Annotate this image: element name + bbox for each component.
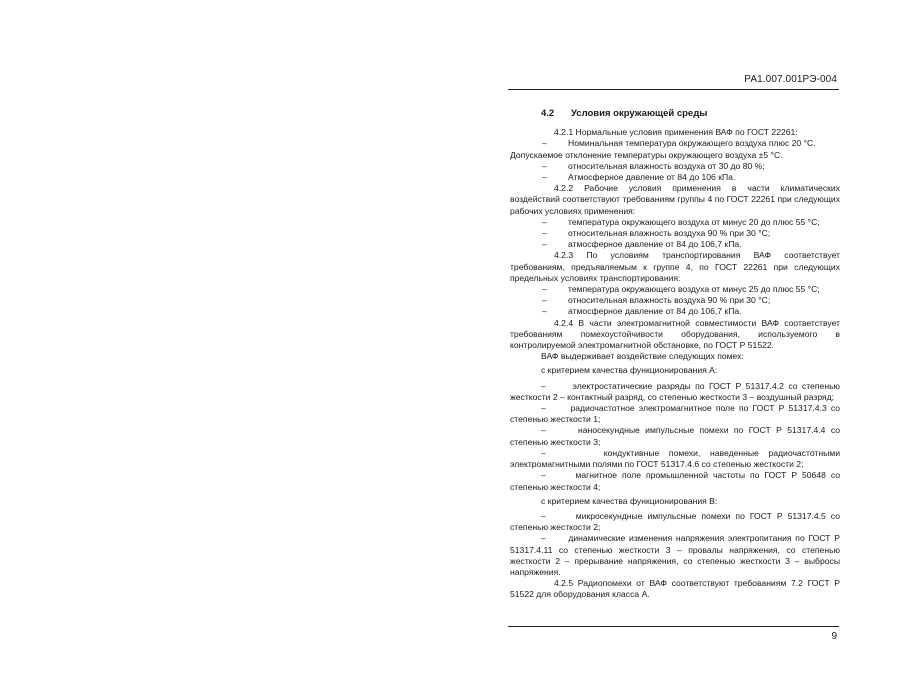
list-item: – атмосферное давление от 84 до 106,7 кПа. (542, 239, 742, 250)
list-item: – температура окружающего воздуха от минус 25 до плюс 55 °С; (542, 284, 820, 295)
list-item: – относительная влажность воздуха 90 % при 30 °С; (542, 295, 771, 306)
section-title: Условия окружающей среды (571, 108, 708, 119)
list-item: – микросекундные импульсные помехи по ГОСТ Р 51317.4.5 со степенью жесткости 2; (510, 510, 840, 533)
list-item: – радиочастотное электромагнитное поле по ГОСТ Р 51317.4.3 со степенью жесткости 1; (510, 403, 841, 425)
paragraph-4-2-1: 4.2.1 Нормальные условия применения ВАФ по ГОСТ 22261: (554, 127, 798, 138)
section-heading (541, 108, 840, 119)
list-item: – относительная влажность воздуха от 30 до 80 %; (542, 160, 765, 171)
paragraph-4-2-4: 4.2.4 В части электромагнитной совместимости ВАФ соответствует требованиям помехоустойчивости оборудования, используемого в контролируемой электромагнитной обстановке, по ГОСТ Р 51522. (510, 317, 840, 351)
paragraph-note: Допускаемое отклонение температуры окружающего воздуха ±5 °С. (510, 149, 783, 160)
list-item: – Атмосферное давление от 84 до 106 кПа. (542, 172, 736, 183)
page-content (510, 108, 840, 601)
footer-rule (508, 626, 839, 627)
list-item: – Номинальная температура окружающего воздуха плюс 20 °С. (542, 138, 816, 149)
page-number: 9 (831, 631, 837, 642)
list-item: – электростатические разряды по ГОСТ Р 51317.4.2 со степенью жесткости 2 – контактный разряд, со степенью жесткости 3 – воздушный разряд; (510, 380, 841, 402)
list-item: – наносекундные импульсные помехи по ГОСТ Р 51317.4.4 со степенью жесткости 3; (510, 425, 841, 447)
paragraph-interference-intro: ВАФ выдерживает воздействие следующих помех: (541, 351, 744, 362)
list-item: – динамические изменения напряжения электропитания по ГОСТ Р 51317.4.11 со степенью жесткости 3 – провалы напряжения, со степенью жесткости 2 – прерывание напряжения, со степенью жесткости 3 – выбросы напряжения. (510, 533, 841, 577)
paragraph-4-2-2: 4.2.2 Рабочие условия применения в части климатических воздействий соответствуют требованиям группы 4 по ГОСТ 22261 при следующих рабочих условиях применения: (510, 183, 840, 216)
section-number: 4.2 (541, 108, 555, 119)
list-item: – температура окружающего воздуха от минус 20 до плюс 55 °С; (542, 216, 820, 227)
list-item: – атмосферное давление от 84 до 106,7 кПа. (542, 306, 742, 317)
document-code: РА1.007.001РЭ-004 (744, 74, 837, 85)
list-item: – кондуктивные помехи, наведенные радиочастотными электромагнитными полями по ГОСТ 51317.4.6 со степенью жесткости 2; (510, 447, 840, 470)
paragraph-4-2-5: 4.2.5 Радиопомехи от ВАФ соответствуют требованиям 7.2 ГОСТ Р 51522 для оборудования класса А. (510, 578, 840, 600)
criterion-a-label: с критерием качества функционирования А: (541, 365, 718, 376)
list-item: – магнитное поле промышленной частоты по ГОСТ Р 50648 со степенью жесткости 4; (510, 470, 840, 492)
header-rule (508, 89, 839, 90)
list-item: – относительная влажность воздуха 90 % при 30 °С; (542, 228, 771, 239)
criterion-b-label: с критерием качества функционирования В: (541, 495, 718, 506)
paragraph-4-2-3: 4.2.3 По условиям транспортирования ВАФ соответствует требованиям, предъявляемым к группе 4, по ГОСТ 22261 при следующих предельных условиях транспортирования: (510, 250, 840, 283)
